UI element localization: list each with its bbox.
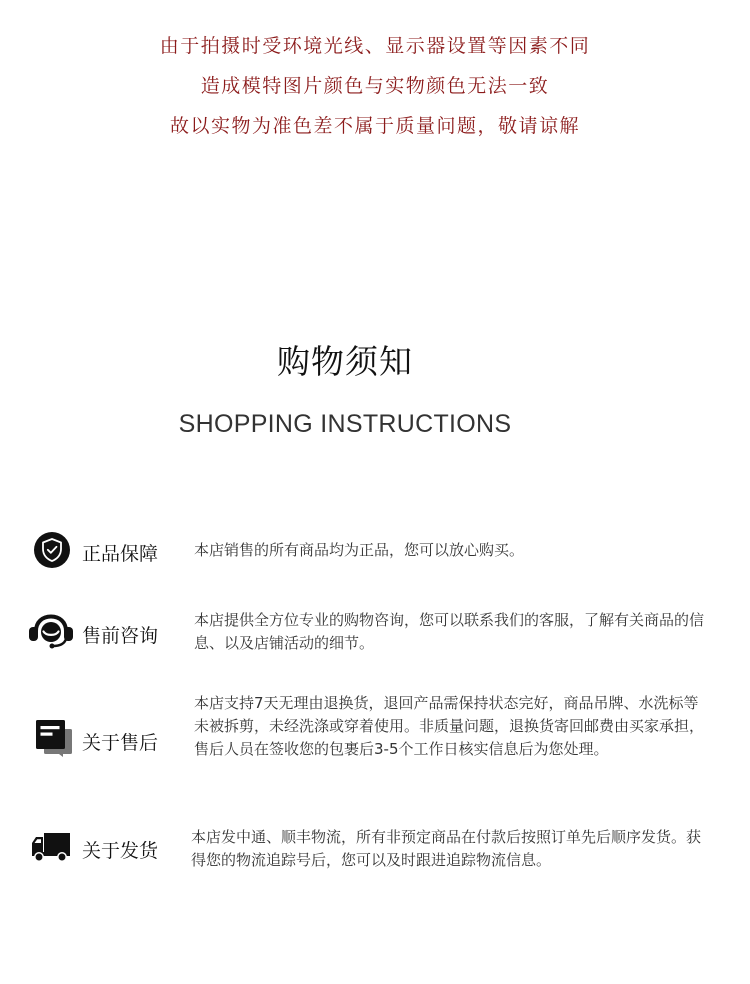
info-text: 本店发中通、顺丰物流，所有非预定商品在付款后按照订单先后顺序发货。获得您的物流追踪号后，您可以及时跟进追踪物流信息。	[191, 828, 702, 869]
section-subtitle: SHOPPING INSTRUCTIONS	[178, 410, 512, 438]
document-icon	[36, 720, 74, 758]
info-label: 关于发货	[82, 840, 159, 862]
info-text: 本店销售的所有商品均为正品，您可以放心购买。	[194, 541, 525, 559]
disclaimer-line-3: 故以实物为准色差不属于质量问题，敬请谅解	[169, 115, 580, 137]
section-title: 购物须知	[277, 342, 413, 381]
truck-icon	[31, 832, 71, 862]
info-label: 售前咨询	[82, 625, 159, 647]
headset-icon	[28, 613, 74, 649]
shield-check-icon	[34, 532, 70, 568]
disclaimer-line-2: 造成模特图片颜色与实物颜色无法一致	[200, 75, 550, 97]
info-label: 正品保障	[82, 543, 159, 565]
info-label: 关于售后	[82, 732, 159, 754]
color-disclaimer	[0, 26, 750, 146]
info-text: 本店提供全方位专业的购物咨询，您可以联系我们的客服，了解有关商品的信息、以及店铺活动的细节。	[194, 611, 705, 652]
info-text: 本店支持7天无理由退换货，退回产品需保持状态完好，商品吊牌、水洗标等未被拆剪，未经洗涤或穿着使用。非质量问题，退换货寄回邮费由买家承担，售后人员在签收您的包裹后3-5个工作日核实信息后为您处理。	[194, 694, 705, 758]
disclaimer-line-1: 由于拍摄时受环境光线、显示器设置等因素不同	[159, 35, 591, 57]
